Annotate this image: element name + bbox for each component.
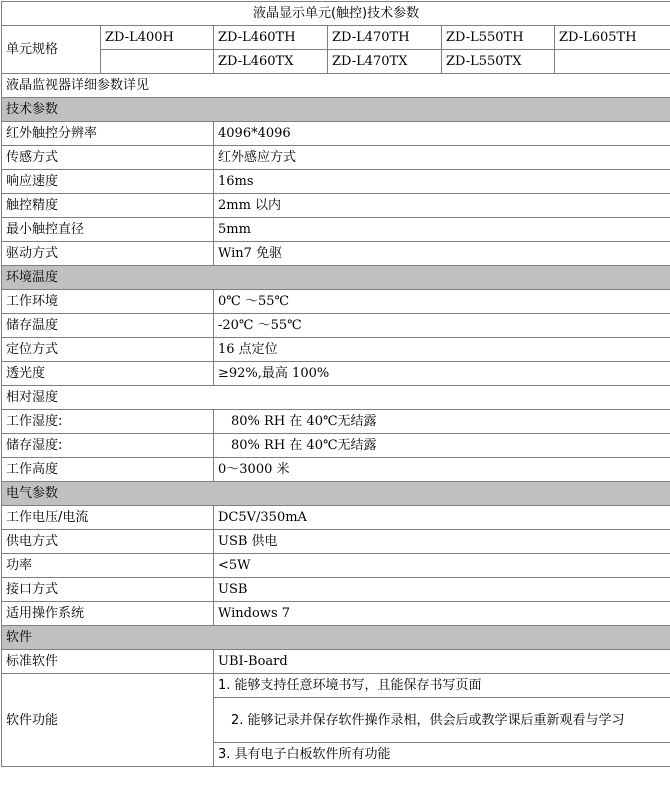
model-label: 单元规格 (2, 26, 101, 74)
param-label: 功率 (2, 554, 214, 578)
software-function-label: 软件功能 (2, 674, 214, 767)
section-heading-electric: 电气参数 (2, 482, 670, 506)
param-value: 80% RH 在 40℃无结露 (214, 434, 670, 458)
param-value: 红外感应方式 (214, 146, 670, 170)
param-value: Win7 免驱 (214, 242, 670, 266)
param-label: 供电方式 (2, 530, 214, 554)
spec-table (1, 1, 670, 767)
param-label: 红外触控分辨率 (2, 122, 214, 146)
detail-note: 液晶监视器详细参数详见 (2, 74, 670, 98)
param-label: 传感方式 (2, 146, 214, 170)
section-heading-tech: 技术参数 (2, 98, 670, 122)
software-function-item: 1. 能够支持任意环境书写，且能保存书写页面 (214, 674, 670, 698)
param-label: 接口方式 (2, 578, 214, 602)
param-value: USB (214, 578, 670, 602)
param-label: 工作湿度: (2, 410, 214, 434)
software-function-item: 2. 能够记录并保存软件操作录相，供会后或教学课后重新观看与学习 (214, 698, 670, 743)
section-heading-env: 环境温度 (2, 266, 670, 290)
model-cell: ZD-L550TX (442, 50, 555, 74)
model-cell: ZD-L550TH (442, 26, 555, 50)
param-value: DC5V/350mA (214, 506, 670, 530)
model-cell: ZD-L460TH (214, 26, 328, 50)
param-label: 储存温度 (2, 314, 214, 338)
param-value: 0℃ ～55℃ (214, 290, 670, 314)
param-label: 适用操作系统 (2, 602, 214, 626)
param-value: USB 供电 (214, 530, 670, 554)
param-label: 触控精度 (2, 194, 214, 218)
param-value: 16ms (214, 170, 670, 194)
param-label: 最小触控直径 (2, 218, 214, 242)
param-label: 响应速度 (2, 170, 214, 194)
param-label: 透光度 (2, 362, 214, 386)
param-label: 工作环境 (2, 290, 214, 314)
param-value: -20℃ ～55℃ (214, 314, 670, 338)
param-value: UBI-Board (214, 650, 670, 674)
subsection-humidity: 相对湿度 (2, 386, 670, 410)
param-label: 定位方式 (2, 338, 214, 362)
param-value: 0～3000 米 (214, 458, 670, 482)
param-label: 工作高度 (2, 458, 214, 482)
table-title: 液晶显示单元(触控)技术参数 (2, 2, 670, 26)
param-value: 5mm (214, 218, 670, 242)
param-value: 2mm 以内 (214, 194, 670, 218)
model-cell: ZD-L605TH (555, 26, 670, 50)
model-cell: ZD-L470TH (328, 26, 442, 50)
param-label: 工作电压/电流 (2, 506, 214, 530)
param-value: Windows 7 (214, 602, 670, 626)
model-cell: ZD-L460TX (214, 50, 328, 74)
model-cell: ZD-L470TX (328, 50, 442, 74)
param-label: 储存湿度: (2, 434, 214, 458)
model-cell-empty (555, 50, 670, 74)
param-value: 80% RH 在 40℃无结露 (214, 410, 670, 434)
param-value: 4096*4096 (214, 122, 670, 146)
section-heading-software: 软件 (2, 626, 670, 650)
model-cell: ZD-L400H (101, 26, 214, 50)
param-value: 16 点定位 (214, 338, 670, 362)
param-label: 驱动方式 (2, 242, 214, 266)
param-value: ≥92%,最高 100% (214, 362, 670, 386)
software-function-item: 3. 具有电子白板软件所有功能 (214, 743, 670, 767)
model-cell-empty (101, 50, 214, 74)
param-label: 标准软件 (2, 650, 214, 674)
param-value: <5W (214, 554, 670, 578)
